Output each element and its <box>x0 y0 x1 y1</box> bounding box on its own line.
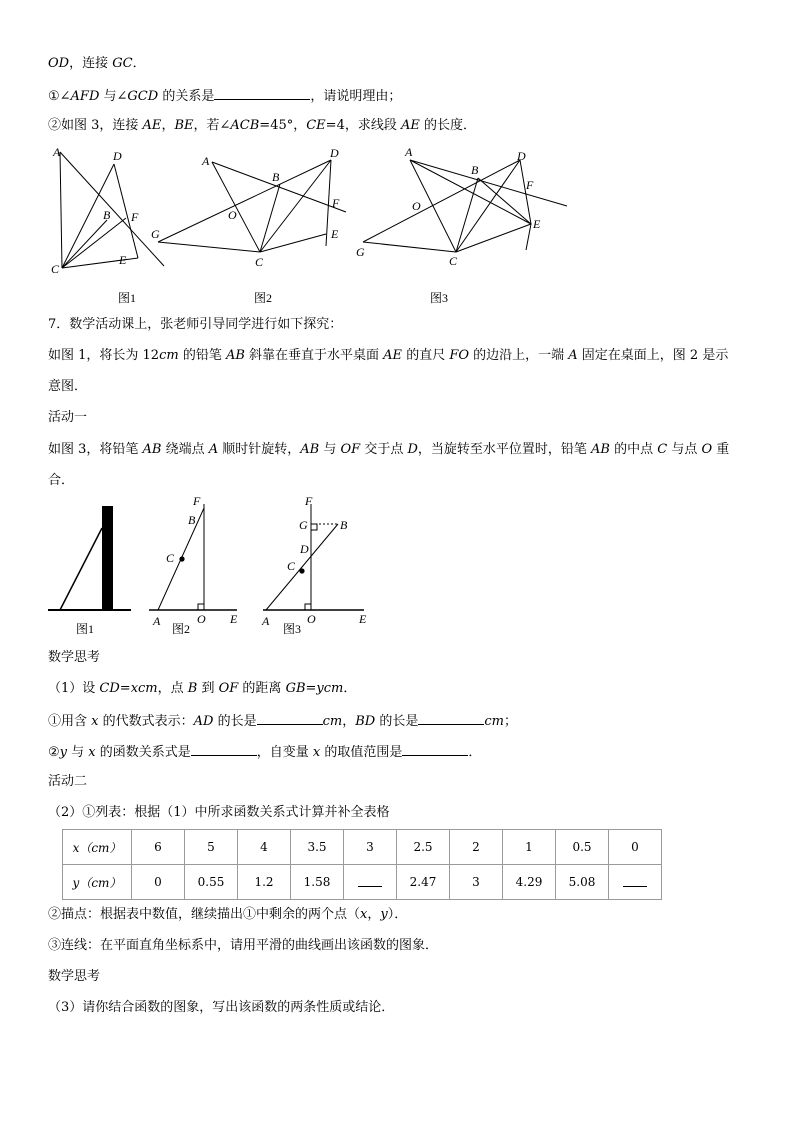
thinking-heading: 数学思考 <box>48 650 101 665</box>
point-c <box>179 556 184 561</box>
label-o: O <box>307 612 316 626</box>
q6-line1: OD，连接 GC． <box>48 56 146 71</box>
label-e: E <box>359 612 367 626</box>
table-cell: 0.55 <box>185 865 238 900</box>
table-cell: 3 <box>450 865 503 900</box>
q7-s2: ①用含 x 的代数式表示：AD 的长是 cm，BD 的长是 cm； <box>48 711 517 731</box>
table-cell: 6 <box>132 830 185 865</box>
label-e: E <box>331 227 339 241</box>
table-cell-blank <box>609 865 662 900</box>
label-g: G <box>151 227 160 241</box>
label-d: D <box>517 149 526 163</box>
table-cell: 2.47 <box>397 865 450 900</box>
label-b: B <box>340 518 348 532</box>
q7-t1: （2）①列表：根据（1）中所求函数关系式计算并补全表格 <box>48 805 390 820</box>
answer-blank <box>257 711 323 725</box>
label-a: A <box>153 614 161 628</box>
figure-caption: 图3 <box>283 622 302 636</box>
table-row-y <box>63 865 662 900</box>
q7-s3: ②y 与 x 的函数关系式是 ，自变量 x 的取值范围是 ． <box>48 742 481 762</box>
row-header: x（cm） <box>63 830 132 865</box>
figure-caption: 图2 <box>254 291 273 305</box>
q6-figures <box>0 140 794 310</box>
point-c <box>299 568 304 573</box>
table-cell: 3 <box>344 830 397 865</box>
label-e: E <box>230 612 238 626</box>
label-g: G <box>356 245 365 259</box>
table-cell: 2.5 <box>397 830 450 865</box>
table-cell: 4 <box>238 830 291 865</box>
q7-para1: 如图 1，将长为 12cm 的铅笔 AB 斜靠在垂直于水平桌面 AE 的直尺 FO 的边沿上，一端 A 固定在桌面上，图 2 是示 <box>48 348 729 363</box>
figure-caption: 图2 <box>172 622 191 636</box>
table-cell: 3.5 <box>291 830 344 865</box>
q7-t3: ③连线：在平面直角坐标系中，请用平滑的曲线画出该函数的图象． <box>48 938 439 953</box>
table-cell: 4.29 <box>503 865 556 900</box>
label-a: A <box>262 614 270 628</box>
label-f: F <box>526 178 534 192</box>
q6-fig2-diagram <box>158 160 346 252</box>
answer-blank <box>214 86 310 100</box>
q7-t4: （3）请你结合函数的图象，写出该函数的两条性质或结论． <box>48 1000 395 1015</box>
label-a: A <box>53 145 61 159</box>
label-b: B <box>103 208 111 222</box>
q6-fig1-diagram <box>60 152 164 268</box>
label-c: C <box>449 254 458 268</box>
label-b: B <box>272 170 280 184</box>
label-o: O <box>197 612 206 626</box>
table-cell: 5 <box>185 830 238 865</box>
table-cell: 0 <box>132 865 185 900</box>
q7-para2: 如图 3，将铅笔 AB 绕端点 A 顺时针旋转，AB 与 OF 交于点 D，当旋转至水平位置时，铅笔 AB 的中点 C 与点 O 重 <box>48 442 730 457</box>
table-cell-blank <box>344 865 397 900</box>
table-cell: 0.5 <box>556 830 609 865</box>
answer-blank <box>418 711 484 725</box>
label-f: F <box>332 196 340 210</box>
q7-intro: 7．数学活动课上，张老师引导同学进行如下探究： <box>48 317 343 332</box>
q7-fig3-diagram <box>263 504 364 610</box>
label-e: E <box>119 253 127 267</box>
q7-s1: （1）设 CD=xcm，点 B 到 OF 的距离 GB=ycm． <box>48 681 357 696</box>
label-b: B <box>188 513 196 527</box>
activity2-heading: 活动二 <box>48 774 88 789</box>
label-d: D <box>330 146 339 160</box>
label-d: D <box>113 149 122 163</box>
label-a: A <box>405 145 413 159</box>
label-d: D <box>300 542 309 556</box>
label-f: F <box>305 494 313 508</box>
answer-blank <box>623 874 647 887</box>
activity1-heading: 活动一 <box>48 410 88 425</box>
label-c: C <box>287 559 296 573</box>
label-b: B <box>471 163 479 177</box>
q7-figures <box>0 492 794 642</box>
q7-t2: ②描点：根据表中数值，继续描出①中剩余的两个点（x，y）． <box>48 907 408 922</box>
table-cell: 1.2 <box>238 865 291 900</box>
label-o: O <box>228 208 237 222</box>
q7-para2-cont: 合． <box>48 473 75 488</box>
q6-sub1: ①∠AFD 与∠GCD 的关系是 ，请说明理由； <box>48 86 401 106</box>
label-c: C <box>51 262 60 276</box>
table-row-x <box>63 830 662 865</box>
table-cell: 2 <box>450 830 503 865</box>
label-c: C <box>255 255 264 269</box>
q7-fig1-diagram <box>48 506 131 610</box>
q7-para1-cont: 意图． <box>48 379 88 394</box>
q6-sub2: ②如图 3，连接 AE，BE，若∠ACB=45°，CE=4，求线段 AE 的长度． <box>48 118 476 133</box>
figure-caption: 图3 <box>430 291 449 305</box>
table-cell: 0 <box>609 830 662 865</box>
answer-blank <box>358 874 382 887</box>
table-cell: 1.58 <box>291 865 344 900</box>
table-cell: 5.08 <box>556 865 609 900</box>
thinking-heading: 数学思考 <box>48 969 101 984</box>
figure-caption: 图1 <box>118 291 137 305</box>
label-f: F <box>131 210 139 224</box>
label-f: F <box>193 494 201 508</box>
label-o: O <box>412 199 421 213</box>
row-header: y（cm） <box>63 865 132 900</box>
q6-fig3-diagram <box>363 160 567 252</box>
answer-blank <box>191 742 257 756</box>
label-a: A <box>202 154 210 168</box>
label-g: G <box>299 518 308 532</box>
label-c: C <box>166 551 175 565</box>
figure-caption: 图1 <box>76 622 95 636</box>
label-e: E <box>533 217 541 231</box>
answer-blank <box>402 742 468 756</box>
table-cell: 1 <box>503 830 556 865</box>
value-table <box>62 829 662 900</box>
